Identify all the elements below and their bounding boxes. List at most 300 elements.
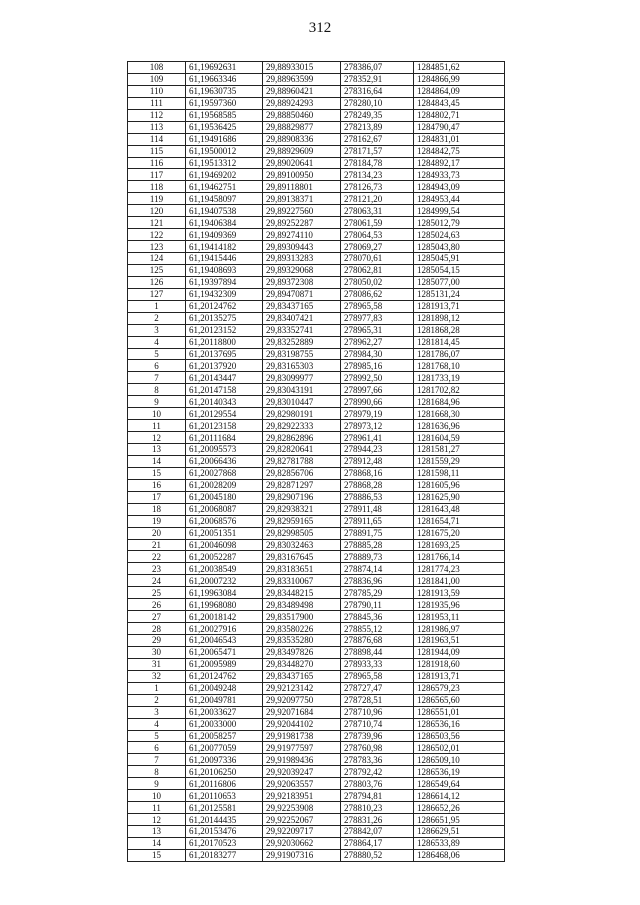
- table-row: [128, 241, 505, 253]
- point-number-cell: 110: [128, 85, 186, 97]
- y-coordinate-cell: 1285054,15: [414, 264, 505, 276]
- longitude-cell: 29,88924293: [263, 97, 341, 109]
- longitude-cell: 29,83517900: [263, 611, 341, 623]
- y-coordinate-cell: 1285043,80: [414, 241, 505, 253]
- table-row: [128, 360, 505, 372]
- latitude-cell: 61,20058257: [186, 730, 263, 742]
- table-row: [128, 193, 505, 205]
- x-coordinate-cell: 278070,61: [341, 253, 414, 265]
- point-number-cell: 3: [128, 706, 186, 718]
- table-row: [128, 611, 505, 623]
- point-number-cell: 3: [128, 324, 186, 336]
- x-coordinate-cell: 278911,65: [341, 515, 414, 527]
- point-number-cell: 1: [128, 300, 186, 312]
- latitude-cell: 61,19663346: [186, 73, 263, 85]
- latitude-cell: 61,20124762: [186, 300, 263, 312]
- latitude-cell: 61,19406384: [186, 217, 263, 229]
- latitude-cell: 61,19397894: [186, 276, 263, 288]
- point-number-cell: 2: [128, 694, 186, 706]
- longitude-cell: 29,89329068: [263, 264, 341, 276]
- x-coordinate-cell: 278710,96: [341, 706, 414, 718]
- y-coordinate-cell: 1286651,95: [414, 814, 505, 826]
- latitude-cell: 61,20038549: [186, 563, 263, 575]
- table-row: [128, 515, 505, 527]
- point-number-cell: 113: [128, 121, 186, 133]
- y-coordinate-cell: 1284790,47: [414, 121, 505, 133]
- point-number-cell: 6: [128, 742, 186, 754]
- longitude-cell: 29,92063557: [263, 778, 341, 790]
- latitude-cell: 61,20135275: [186, 312, 263, 324]
- table-row: [128, 324, 505, 336]
- x-coordinate-cell: 278876,68: [341, 635, 414, 647]
- point-number-cell: 10: [128, 790, 186, 802]
- y-coordinate-cell: 1281774,23: [414, 563, 505, 575]
- latitude-cell: 61,20129554: [186, 408, 263, 420]
- y-coordinate-cell: 1281786,07: [414, 348, 505, 360]
- longitude-cell: 29,82922333: [263, 420, 341, 432]
- y-coordinate-cell: 1285077,00: [414, 276, 505, 288]
- latitude-cell: 61,20097336: [186, 754, 263, 766]
- longitude-cell: 29,83352741: [263, 324, 341, 336]
- y-coordinate-cell: 1285012,79: [414, 217, 505, 229]
- longitude-cell: 29,92123142: [263, 682, 341, 694]
- longitude-cell: 29,89118801: [263, 181, 341, 193]
- latitude-cell: 61,20068087: [186, 503, 263, 515]
- latitude-cell: 61,19469202: [186, 169, 263, 181]
- y-coordinate-cell: 1285024,63: [414, 229, 505, 241]
- latitude-cell: 61,20027916: [186, 623, 263, 635]
- x-coordinate-cell: 278213,89: [341, 121, 414, 133]
- x-coordinate-cell: 278985,16: [341, 360, 414, 372]
- point-number-cell: 117: [128, 169, 186, 181]
- point-number-cell: 112: [128, 109, 186, 121]
- x-coordinate-cell: 278979,19: [341, 408, 414, 420]
- longitude-cell: 29,91989436: [263, 754, 341, 766]
- table-row: [128, 682, 505, 694]
- x-coordinate-cell: 278961,41: [341, 432, 414, 444]
- y-coordinate-cell: 1284866,99: [414, 73, 505, 85]
- longitude-cell: 29,82871297: [263, 479, 341, 491]
- latitude-cell: 61,20144435: [186, 814, 263, 826]
- x-coordinate-cell: 278831,26: [341, 814, 414, 826]
- y-coordinate-cell: 1286652,26: [414, 802, 505, 814]
- longitude-cell: 29,82938321: [263, 503, 341, 515]
- longitude-cell: 29,92044102: [263, 718, 341, 730]
- point-number-cell: 123: [128, 241, 186, 253]
- x-coordinate-cell: 278316,64: [341, 85, 414, 97]
- table-row: [128, 563, 505, 575]
- latitude-cell: 61,20052287: [186, 551, 263, 563]
- latitude-cell: 61,19462751: [186, 181, 263, 193]
- point-number-cell: 116: [128, 157, 186, 169]
- x-coordinate-cell: 278062,81: [341, 264, 414, 276]
- latitude-cell: 61,20170523: [186, 837, 263, 849]
- y-coordinate-cell: 1281693,25: [414, 539, 505, 551]
- longitude-cell: 29,92030662: [263, 837, 341, 849]
- longitude-cell: 29,88960421: [263, 85, 341, 97]
- latitude-cell: 61,20118800: [186, 336, 263, 348]
- longitude-cell: 29,82959165: [263, 515, 341, 527]
- x-coordinate-cell: 278977,83: [341, 312, 414, 324]
- y-coordinate-cell: 1281768,10: [414, 360, 505, 372]
- latitude-cell: 61,20033000: [186, 718, 263, 730]
- longitude-cell: 29,83310067: [263, 575, 341, 587]
- y-coordinate-cell: 1281814,45: [414, 336, 505, 348]
- latitude-cell: 61,20027868: [186, 467, 263, 479]
- longitude-cell: 29,83497826: [263, 646, 341, 658]
- x-coordinate-cell: 278134,23: [341, 169, 414, 181]
- x-coordinate-cell: 278727,47: [341, 682, 414, 694]
- latitude-cell: 61,20153476: [186, 826, 263, 838]
- x-coordinate-cell: 278990,66: [341, 396, 414, 408]
- latitude-cell: 61,19692631: [186, 62, 263, 74]
- latitude-cell: 61,20140343: [186, 396, 263, 408]
- x-coordinate-cell: 278739,96: [341, 730, 414, 742]
- point-number-cell: 27: [128, 611, 186, 623]
- table-row: [128, 575, 505, 587]
- y-coordinate-cell: 1285045,91: [414, 253, 505, 265]
- y-coordinate-cell: 1281598,11: [414, 467, 505, 479]
- table-row: [128, 444, 505, 456]
- latitude-cell: 61,19408693: [186, 264, 263, 276]
- y-coordinate-cell: 1281675,20: [414, 527, 505, 539]
- latitude-cell: 61,20110653: [186, 790, 263, 802]
- point-number-cell: 17: [128, 491, 186, 503]
- latitude-cell: 61,19414182: [186, 241, 263, 253]
- latitude-cell: 61,19963084: [186, 587, 263, 599]
- table-row: [128, 348, 505, 360]
- y-coordinate-cell: 1284842,75: [414, 145, 505, 157]
- longitude-cell: 29,89313283: [263, 253, 341, 265]
- x-coordinate-cell: 278886,53: [341, 491, 414, 503]
- x-coordinate-cell: 278944,23: [341, 444, 414, 456]
- longitude-cell: 29,83099977: [263, 372, 341, 384]
- y-coordinate-cell: 1281963,51: [414, 635, 505, 647]
- point-number-cell: 16: [128, 479, 186, 491]
- latitude-cell: 61,20106250: [186, 766, 263, 778]
- x-coordinate-cell: 278050,02: [341, 276, 414, 288]
- latitude-cell: 61,20137920: [186, 360, 263, 372]
- longitude-cell: 29,83183651: [263, 563, 341, 575]
- latitude-cell: 61,19568585: [186, 109, 263, 121]
- latitude-cell: 61,20066436: [186, 455, 263, 467]
- point-number-cell: 115: [128, 145, 186, 157]
- y-coordinate-cell: 1286509,10: [414, 754, 505, 766]
- longitude-cell: 29,92252067: [263, 814, 341, 826]
- y-coordinate-cell: 1281953,11: [414, 611, 505, 623]
- x-coordinate-cell: 278280,10: [341, 97, 414, 109]
- x-coordinate-cell: 278790,11: [341, 599, 414, 611]
- latitude-cell: 61,20028209: [186, 479, 263, 491]
- point-number-cell: 20: [128, 527, 186, 539]
- table-row: [128, 778, 505, 790]
- point-number-cell: 108: [128, 62, 186, 74]
- longitude-cell: 29,83010447: [263, 396, 341, 408]
- latitude-cell: 61,20077059: [186, 742, 263, 754]
- y-coordinate-cell: 1284843,45: [414, 97, 505, 109]
- table-row: [128, 372, 505, 384]
- latitude-cell: 61,20123152: [186, 324, 263, 336]
- latitude-cell: 61,20183277: [186, 849, 263, 861]
- point-number-cell: 126: [128, 276, 186, 288]
- x-coordinate-cell: 278803,76: [341, 778, 414, 790]
- x-coordinate-cell: 278885,28: [341, 539, 414, 551]
- x-coordinate-cell: 278874,14: [341, 563, 414, 575]
- point-number-cell: 9: [128, 778, 186, 790]
- point-number-cell: 14: [128, 837, 186, 849]
- x-coordinate-cell: 278845,36: [341, 611, 414, 623]
- table-row: [128, 730, 505, 742]
- latitude-cell: 61,20124762: [186, 670, 263, 682]
- latitude-cell: 61,20049248: [186, 682, 263, 694]
- longitude-cell: 29,83407421: [263, 312, 341, 324]
- longitude-cell: 29,89020641: [263, 157, 341, 169]
- table-row: [128, 718, 505, 730]
- point-number-cell: 5: [128, 730, 186, 742]
- point-number-cell: 109: [128, 73, 186, 85]
- latitude-cell: 61,19630735: [186, 85, 263, 97]
- x-coordinate-cell: 278965,31: [341, 324, 414, 336]
- point-number-cell: 21: [128, 539, 186, 551]
- y-coordinate-cell: 1286533,89: [414, 837, 505, 849]
- x-coordinate-cell: 278842,07: [341, 826, 414, 838]
- latitude-cell: 61,19415446: [186, 253, 263, 265]
- longitude-cell: 29,88829877: [263, 121, 341, 133]
- latitude-cell: 61,19407538: [186, 205, 263, 217]
- x-coordinate-cell: 278794,81: [341, 790, 414, 802]
- table-row: [128, 264, 505, 276]
- y-coordinate-cell: 1281944,09: [414, 646, 505, 658]
- table-row: [128, 300, 505, 312]
- longitude-cell: 29,83448215: [263, 587, 341, 599]
- y-coordinate-cell: 1286629,51: [414, 826, 505, 838]
- y-coordinate-cell: 1286468,06: [414, 849, 505, 861]
- point-number-cell: 15: [128, 849, 186, 861]
- point-number-cell: 7: [128, 372, 186, 384]
- table-row: [128, 85, 505, 97]
- longitude-cell: 29,89227560: [263, 205, 341, 217]
- y-coordinate-cell: 1285131,24: [414, 288, 505, 300]
- y-coordinate-cell: 1284851,62: [414, 62, 505, 74]
- table-row: [128, 826, 505, 838]
- x-coordinate-cell: 278352,91: [341, 73, 414, 85]
- y-coordinate-cell: 1281918,60: [414, 658, 505, 670]
- longitude-cell: 29,91981738: [263, 730, 341, 742]
- longitude-cell: 29,89309443: [263, 241, 341, 253]
- point-number-cell: 30: [128, 646, 186, 658]
- x-coordinate-cell: 278249,35: [341, 109, 414, 121]
- y-coordinate-cell: 1281643,48: [414, 503, 505, 515]
- table-row: [128, 527, 505, 539]
- point-number-cell: 23: [128, 563, 186, 575]
- y-coordinate-cell: 1286502,01: [414, 742, 505, 754]
- latitude-cell: 61,20051351: [186, 527, 263, 539]
- point-number-cell: 11: [128, 420, 186, 432]
- point-number-cell: 28: [128, 623, 186, 635]
- y-coordinate-cell: 1281986,97: [414, 623, 505, 635]
- longitude-cell: 29,83032463: [263, 539, 341, 551]
- point-number-cell: 119: [128, 193, 186, 205]
- table-row: [128, 814, 505, 826]
- y-coordinate-cell: 1281733,19: [414, 372, 505, 384]
- point-number-cell: 11: [128, 802, 186, 814]
- longitude-cell: 29,82820641: [263, 444, 341, 456]
- longitude-cell: 29,88850460: [263, 109, 341, 121]
- table-row: [128, 109, 505, 121]
- longitude-cell: 29,92039247: [263, 766, 341, 778]
- y-coordinate-cell: 1284943,09: [414, 181, 505, 193]
- y-coordinate-cell: 1281913,71: [414, 300, 505, 312]
- x-coordinate-cell: 278973,12: [341, 420, 414, 432]
- latitude-cell: 61,20095989: [186, 658, 263, 670]
- longitude-cell: 29,83437165: [263, 300, 341, 312]
- x-coordinate-cell: 278728,51: [341, 694, 414, 706]
- table-row: [128, 551, 505, 563]
- table-row: [128, 539, 505, 551]
- point-number-cell: 22: [128, 551, 186, 563]
- x-coordinate-cell: 278984,30: [341, 348, 414, 360]
- table-row: [128, 336, 505, 348]
- point-number-cell: 1: [128, 682, 186, 694]
- x-coordinate-cell: 278171,57: [341, 145, 414, 157]
- x-coordinate-cell: 278760,98: [341, 742, 414, 754]
- longitude-cell: 29,82856706: [263, 467, 341, 479]
- table-row: [128, 217, 505, 229]
- x-coordinate-cell: 278933,33: [341, 658, 414, 670]
- x-coordinate-cell: 278184,78: [341, 157, 414, 169]
- x-coordinate-cell: 278121,20: [341, 193, 414, 205]
- x-coordinate-cell: 278855,12: [341, 623, 414, 635]
- x-coordinate-cell: 278911,48: [341, 503, 414, 515]
- longitude-cell: 29,92097750: [263, 694, 341, 706]
- longitude-cell: 29,89100950: [263, 169, 341, 181]
- table-row: [128, 229, 505, 241]
- latitude-cell: 61,20045180: [186, 491, 263, 503]
- point-number-cell: 121: [128, 217, 186, 229]
- y-coordinate-cell: 1284892,17: [414, 157, 505, 169]
- x-coordinate-cell: 278912,48: [341, 455, 414, 467]
- latitude-cell: 61,20046098: [186, 539, 263, 551]
- longitude-cell: 29,88929609: [263, 145, 341, 157]
- point-number-cell: 4: [128, 336, 186, 348]
- longitude-cell: 29,91977597: [263, 742, 341, 754]
- latitude-cell: 61,19458097: [186, 193, 263, 205]
- table-row: [128, 479, 505, 491]
- longitude-cell: 29,92209717: [263, 826, 341, 838]
- table-row: [128, 73, 505, 85]
- point-number-cell: 12: [128, 814, 186, 826]
- longitude-cell: 29,82980191: [263, 408, 341, 420]
- point-number-cell: 15: [128, 467, 186, 479]
- x-coordinate-cell: 278386,07: [341, 62, 414, 74]
- y-coordinate-cell: 1281625,90: [414, 491, 505, 503]
- point-number-cell: 124: [128, 253, 186, 265]
- latitude-cell: 61,20007232: [186, 575, 263, 587]
- x-coordinate-cell: 278069,27: [341, 241, 414, 253]
- y-coordinate-cell: 1281913,59: [414, 587, 505, 599]
- point-number-cell: 4: [128, 718, 186, 730]
- point-number-cell: 25: [128, 587, 186, 599]
- table-row: [128, 670, 505, 682]
- longitude-cell: 29,82998505: [263, 527, 341, 539]
- point-number-cell: 111: [128, 97, 186, 109]
- table-row: [128, 121, 505, 133]
- longitude-cell: 29,89274110: [263, 229, 341, 241]
- table-row: [128, 396, 505, 408]
- table-row: [128, 97, 505, 109]
- table-row: [128, 623, 505, 635]
- x-coordinate-cell: 278810,23: [341, 802, 414, 814]
- point-number-cell: 13: [128, 826, 186, 838]
- table-row: [128, 491, 505, 503]
- point-number-cell: 122: [128, 229, 186, 241]
- table-row: [128, 253, 505, 265]
- point-number-cell: 118: [128, 181, 186, 193]
- latitude-cell: 61,20123158: [186, 420, 263, 432]
- x-coordinate-cell: 278785,29: [341, 587, 414, 599]
- latitude-cell: 61,19597360: [186, 97, 263, 109]
- longitude-cell: 29,88963599: [263, 73, 341, 85]
- table-row: [128, 420, 505, 432]
- x-coordinate-cell: 278880,52: [341, 849, 414, 861]
- table-row: [128, 133, 505, 145]
- longitude-cell: 29,89252287: [263, 217, 341, 229]
- x-coordinate-cell: 278965,58: [341, 670, 414, 682]
- latitude-cell: 61,20143447: [186, 372, 263, 384]
- y-coordinate-cell: 1281935,96: [414, 599, 505, 611]
- table-row: [128, 742, 505, 754]
- latitude-cell: 61,20116806: [186, 778, 263, 790]
- latitude-cell: 61,20111684: [186, 432, 263, 444]
- latitude-cell: 61,20095573: [186, 444, 263, 456]
- latitude-cell: 61,19968080: [186, 599, 263, 611]
- point-number-cell: 2: [128, 312, 186, 324]
- latitude-cell: 61,19409369: [186, 229, 263, 241]
- point-number-cell: 6: [128, 360, 186, 372]
- longitude-cell: 29,91907316: [263, 849, 341, 861]
- x-coordinate-cell: 278086,62: [341, 288, 414, 300]
- longitude-cell: 29,92183951: [263, 790, 341, 802]
- x-coordinate-cell: 278783,36: [341, 754, 414, 766]
- longitude-cell: 29,88933015: [263, 62, 341, 74]
- table-row: [128, 181, 505, 193]
- y-coordinate-cell: 1286536,16: [414, 718, 505, 730]
- y-coordinate-cell: 1286565,60: [414, 694, 505, 706]
- point-number-cell: 24: [128, 575, 186, 587]
- point-number-cell: 114: [128, 133, 186, 145]
- latitude-cell: 61,20065471: [186, 646, 263, 658]
- point-number-cell: 8: [128, 766, 186, 778]
- table-row: [128, 849, 505, 861]
- x-coordinate-cell: 278126,73: [341, 181, 414, 193]
- latitude-cell: 61,20147158: [186, 384, 263, 396]
- x-coordinate-cell: 278710,74: [341, 718, 414, 730]
- table-row: [128, 658, 505, 670]
- table-row: [128, 157, 505, 169]
- latitude-cell: 61,20125581: [186, 802, 263, 814]
- y-coordinate-cell: 1281559,29: [414, 455, 505, 467]
- y-coordinate-cell: 1281604,59: [414, 432, 505, 444]
- table-row: [128, 432, 505, 444]
- longitude-cell: 29,89372308: [263, 276, 341, 288]
- coordinates-table: [127, 61, 505, 862]
- x-coordinate-cell: 278064,53: [341, 229, 414, 241]
- point-number-cell: 31: [128, 658, 186, 670]
- longitude-cell: 29,92071684: [263, 706, 341, 718]
- latitude-cell: 61,20018142: [186, 611, 263, 623]
- latitude-cell: 61,20137695: [186, 348, 263, 360]
- table-row: [128, 587, 505, 599]
